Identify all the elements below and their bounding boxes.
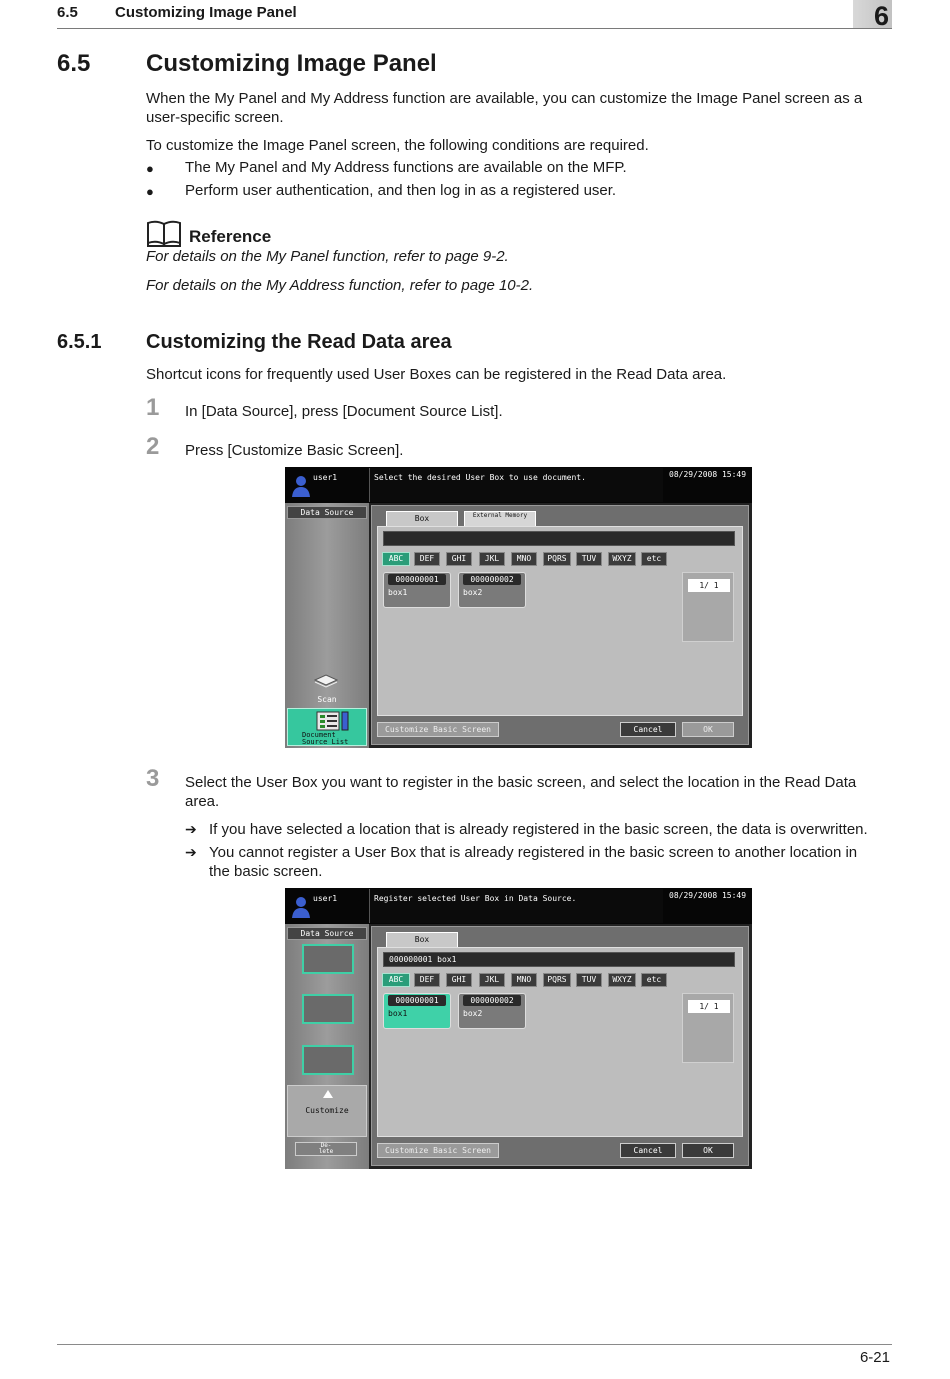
index-tab-abc[interactable]: ABC [382,973,410,987]
page-title: Customizing Image Panel [146,50,437,77]
data-source-title: Data Source [287,506,367,519]
user-box-button[interactable] [458,572,526,608]
page-indicator: 1/ 1 [688,1000,730,1013]
page-indicator: 1/ 1 [688,579,730,592]
selected-box-field: 000000001 box1 [383,952,735,967]
status-bar [285,467,752,503]
index-tab-pqrs[interactable]: PQRS [543,552,571,566]
note-text-continued: the basic screen. [209,863,323,880]
index-tab-mno[interactable]: MNO [511,973,537,987]
user-icon [291,896,311,918]
box-selection-area [371,505,749,745]
index-tab-wxyz[interactable]: WXYZ [608,552,636,566]
delete-label: De- [320,1142,332,1149]
step-number: 2 [146,433,160,460]
subsection-intro: Shortcut icons for frequently used User Boxes can be registered in the Read Data area. [146,366,727,383]
customize-basic-screen-button[interactable]: Customize Basic Screen [377,1143,499,1158]
scan-label: Scan [317,695,337,704]
customize-panel[interactable] [287,1085,367,1137]
box-name: box2 [463,1009,483,1018]
note-text: You cannot register a User Box that is already registered in the basic screen to another location in [209,844,858,861]
header-section-number: 6.5 [57,4,78,21]
selected-box-field [383,531,735,546]
data-source-title: Data Source [287,927,367,940]
box-name: box1 [388,588,408,597]
reference-title: Reference [189,227,272,246]
up-arrow-icon [323,1090,333,1098]
message-area: Register selected User Box in Data Source. [369,889,663,923]
data-source-panel [285,924,369,1169]
index-tab-wxyz[interactable]: WXYZ [608,973,636,987]
step-text-continued: area. [185,793,220,810]
doc-source-line: Document [302,731,336,739]
ok-button[interactable]: OK [682,1143,734,1158]
index-tab-ghi[interactable]: GHI [446,552,472,566]
customize-basic-screen-button[interactable]: Customize Basic Screen [377,722,499,737]
read-data-slot[interactable] [302,944,354,974]
intro-paragraph-line2: user-specific screen. [146,109,284,126]
user-box-button[interactable] [458,993,526,1029]
step-text: Press [Customize Basic Screen]. [185,442,404,459]
delete-label: lete [318,1148,334,1155]
step-number: 3 [146,765,160,792]
subsection-number: 6.5.1 [57,331,102,353]
user-name: user1 [313,894,338,903]
intro-paragraph-line1: When the My Panel and My Address function are available, you can customize the Image Panel screen as a [146,90,863,107]
chapter-number: 6 [873,1,889,31]
step-text: Select the User Box you want to register in the basic screen, and select the location in the Read Data [185,774,857,791]
user-box-button[interactable] [383,572,451,608]
index-tab-def[interactable]: DEF [414,973,440,987]
box-list-panel [377,947,743,1137]
index-tab-mno[interactable]: MNO [511,552,537,566]
header-section-title: Customizing Image Panel [115,4,297,21]
delete-button[interactable] [295,1142,357,1156]
tab-box[interactable]: Box [386,511,458,527]
customize-label: Customize [305,1106,349,1115]
section-number: 6.5 [57,50,91,77]
reference-line: For details on the My Address function, refer to page 10-2. [146,277,534,294]
datetime: 08/29/2008 15:49 [669,470,747,479]
page-indicator-panel [682,993,734,1063]
arrow-glyph: ➔ [185,821,197,837]
read-data-slot[interactable] [302,994,354,1024]
book-icon [146,219,182,247]
box-number: 000000001 [388,995,446,1006]
doc-source-line: Source List [302,738,349,746]
user-name: user1 [313,473,338,482]
box-number: 000000002 [463,574,521,585]
index-tab-abc[interactable]: ABC [382,552,410,566]
chapter-tab [853,0,892,31]
bullet-glyph: ● [146,184,154,199]
reference-line: For details on the My Panel function, refer to page 9-2. [146,248,509,265]
box-number: 000000002 [463,995,521,1006]
cancel-button[interactable]: Cancel [620,722,676,737]
cancel-button[interactable]: Cancel [620,1143,676,1158]
step-number: 1 [146,394,160,421]
document-list-icon [316,711,350,731]
box-selection-area [371,926,749,1166]
scan-icon [313,674,339,688]
ok-button[interactable]: OK [682,722,734,737]
footer-divider [57,1344,892,1345]
bullet-item: Perform user authentication, and then log in as a registered user. [185,182,617,199]
index-tab-def[interactable]: DEF [414,552,440,566]
index-tab-ghi[interactable]: GHI [446,973,472,987]
step-text: In [Data Source], press [Document Source List]. [185,403,503,420]
document-source-list-button[interactable] [287,708,367,746]
tab-box[interactable]: Box [386,932,458,948]
index-tab-etc[interactable]: etc [641,552,667,566]
index-tab-tuv[interactable]: TUV [576,552,602,566]
index-tab-tuv[interactable]: TUV [576,973,602,987]
bullet-item: The My Panel and My Address functions are available on the MFP. [185,159,627,176]
box-name: box2 [463,588,483,597]
page-number: 6-21 [859,1349,890,1366]
box-name: box1 [388,1009,408,1018]
control-panel-screenshot-1 [285,467,752,748]
datetime: 08/29/2008 15:49 [669,891,747,900]
index-tab-jkl[interactable]: JKL [479,552,505,566]
read-data-slot[interactable] [302,1045,354,1075]
arrow-glyph: ➔ [185,844,197,860]
index-tab-jkl[interactable]: JKL [479,973,505,987]
user-icon [291,475,311,497]
box-number: 000000001 [388,574,446,585]
page-indicator-panel [682,572,734,642]
index-tab-pqrs[interactable]: PQRS [543,973,571,987]
box-list-panel [377,526,743,716]
document-source-label [302,732,348,746]
running-header [57,0,892,29]
conditions-intro: To customize the Image Panel screen, the following conditions are required. [146,137,649,154]
index-tab-etc[interactable]: etc [641,973,667,987]
message-area: Select the desired User Box to use document. [369,468,663,502]
user-box-button-selected[interactable] [383,993,451,1029]
status-bar [285,888,752,924]
bullet-glyph: ● [146,161,154,176]
tab-external-memory[interactable]: External Memory [464,511,536,527]
data-source-panel [285,503,369,748]
control-panel-screenshot-2 [285,888,752,1169]
note-text: If you have selected a location that is already registered in the basic screen, the data is overwritten. [209,821,868,838]
subsection-title: Customizing the Read Data area [146,331,452,353]
